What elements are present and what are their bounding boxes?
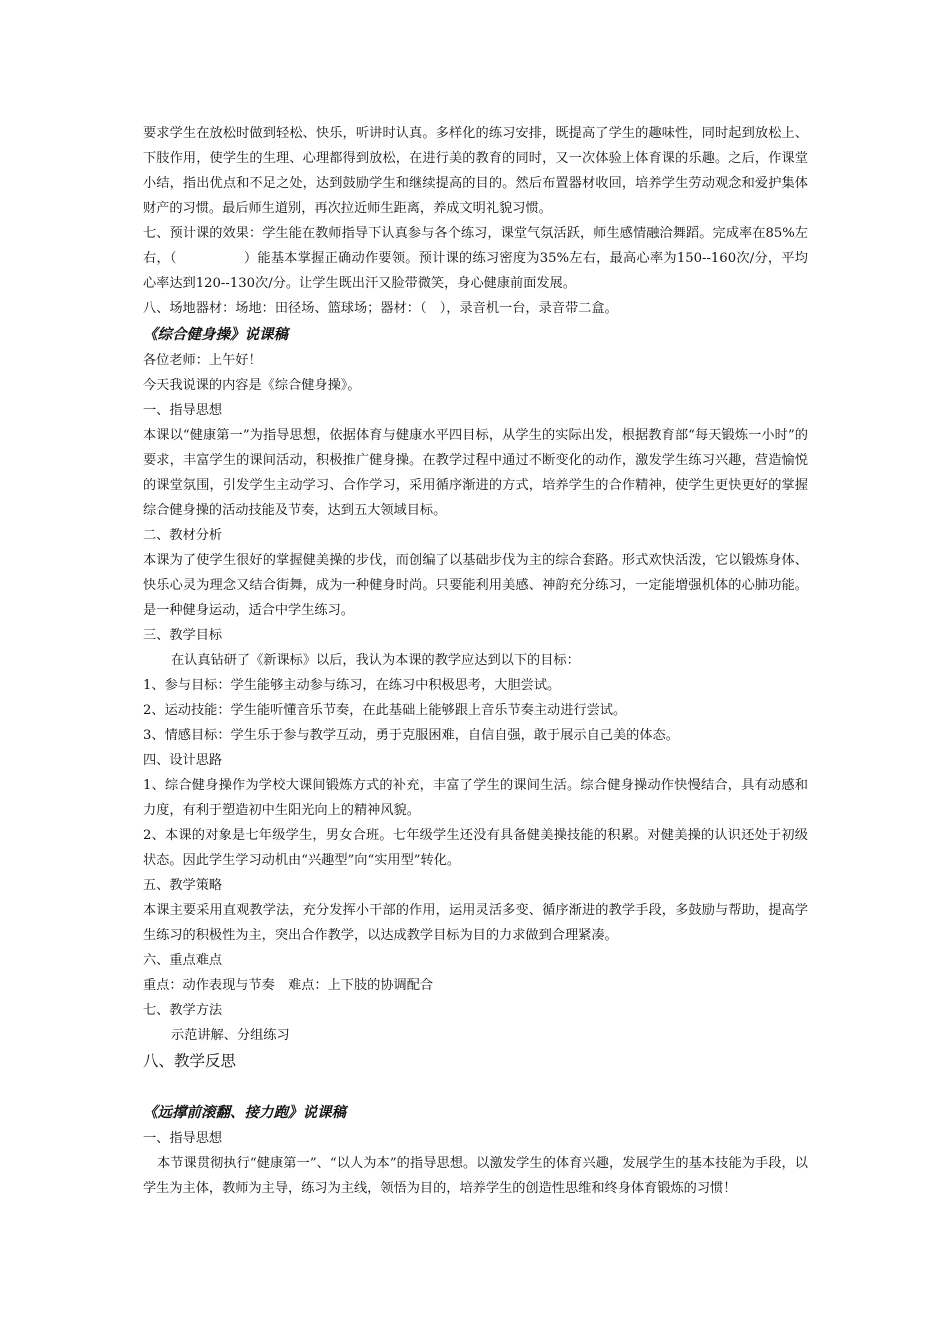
heading-teaching-strategy: 五、教学策略 — [143, 878, 223, 893]
heading-teaching-reflection: 八、教学反思 — [143, 1052, 237, 1070]
goal-motor-skill: 2、运动技能：学生能听懂音乐节奏，在此基础上能够跟上音乐节奏主动进行尝试。 — [143, 703, 627, 718]
heading-teaching-method: 七、教学方法 — [143, 1003, 223, 1018]
greeting: 各位老师：上午好！ — [143, 353, 262, 368]
goal-emotion: 3、情感目标：学生乐于参与教学互动，勇于克服困难，自信自强，敢于展示自己美的体态。 — [143, 728, 679, 743]
heading-key-points: 六、重点难点 — [143, 953, 223, 968]
heading-guiding-ideology-2: 一、指导思想 — [143, 1131, 223, 1146]
paragraph-design-idea-2: 2、本课的对象是七年级学生，男女合班。七年级学生还没有具备健美操技能的积累。对健美操的认识还处于初级状态。因此学生学习动机由“兴趣型”向“实用型”转化。 — [143, 828, 808, 868]
heading-material-analysis: 二、教材分析 — [143, 528, 223, 543]
section-title-forward-roll-relay: 《远撑前滚翻、接力跑》说课稿 — [143, 1104, 346, 1121]
document-page — [143, 121, 808, 1201]
paragraph-teaching-strategy: 本课主要采用直观教学法，充分发挥小干部的作用，运用灵活多变、循序渐进的教学手段，多鼓励与帮助，提高学生练习的积极性为主，突出合作教学，以达成教学目标为目的力求做到合理紧凑。 — [143, 903, 808, 943]
heading-guiding-ideology: 一、指导思想 — [143, 403, 223, 418]
paragraph-expected-effect: 七、预计课的效果：学生能在教师指导下认真参与各个练习，课堂气氛活跃，师生感情融洽舞蹈。完成率在85%左右，（ ）能基本掌握正确动作要领。预计课的练习密度为35%左右，最高心率为150--160次/分，平均心率达到120--130次/分。让学生既出汗又脸带微笑，身心健康前面发展。 — [143, 226, 808, 291]
section-title-fitness-exercise: 《综合健身操》说课稿 — [143, 326, 288, 343]
heading-teaching-goals: 三、教学目标 — [143, 628, 223, 643]
goal-participation: 1、参与目标：学生能够主动参与练习，在练习中积极思考，大胆尝试。 — [143, 678, 561, 693]
paragraph-teaching-goals: 在认真钻研了《新课标》以后，我认为本课的教学应达到以下的目标： — [171, 653, 580, 668]
paragraph-guiding-ideology-2: 本节课贯彻执行“健康第一”、“以人为本”的指导思想。以激发学生的体育兴趣，发展学生的基本技能为手段，以学生为主体，教师为主导，练习为主线，领悟为目的，培养学生的创造性思维和终身体育锻炼的习惯！ — [143, 1156, 808, 1196]
paragraph-closing-summary: 要求学生在放松时做到轻松、快乐，听讲时认真。多样化的练习安排，既提高了学生的趣味性，同时起到放松上、下肢作用，使学生的生理、心理都得到放松，在进行美的教育的同时，又一次体验上体育课的乐趣。之后，作课堂小结，指出优点和不足之处，达到鼓励学生和继续提高的目的。然后布置器材收回，培养学生劳动观念和爱护集体财产的习惯。最后师生道别，再次拉近师生距离，养成文明礼貌习惯。 — [143, 126, 808, 216]
intro-line: 今天我说课的内容是《综合健身操》。 — [143, 378, 361, 393]
paragraph-teaching-method: 示范讲解、分组练习 — [171, 1028, 290, 1043]
paragraph-venue-equipment: 八、场地器材：场地：田径场、篮球场；器材：（ ），录音机一台，录音带二盒。 — [143, 301, 618, 316]
paragraph-guiding-ideology: 本课以“健康第一”为指导思想，依据体育与健康水平四目标，从学生的实际出发，根据教育部“每天锻炼一小时”的要求，丰富学生的课间活动，积极推广健身操。在教学过程中通过不断变化的动作，激发学生练习兴趣，营造愉悦的课堂氛围，引发学生主动学习、合作学习，采用循序渐进的方式，培养学生的合作精神，使学生更快更好的掌握综合健身操的活动技能及节奏，达到五大领域目标。 — [143, 428, 808, 518]
paragraph-key-points: 重点：动作表现与节奏 难点：上下肢的协调配合 — [143, 978, 434, 993]
paragraph-material-analysis: 本课为了使学生很好的掌握健美操的步伐，而创编了以基础步伐为主的综合套路。形式欢快活泼，它以锻炼身体、快乐心灵为理念又结合街舞，成为一种健身时尚。只要能利用美感、神韵充分练习，一定能增强机体的心肺功能。是一种健身运动，适合中学生练习。 — [143, 553, 808, 618]
heading-design-idea: 四、设计思路 — [143, 753, 223, 768]
paragraph-design-idea-1: 1、综合健身操作为学校大课间锻炼方式的补充，丰富了学生的课间生活。综合健身操动作快慢结合，具有动感和力度，有利于塑造初中生阳光向上的精神风貌。 — [143, 778, 808, 818]
section-gap — [143, 1075, 808, 1099]
